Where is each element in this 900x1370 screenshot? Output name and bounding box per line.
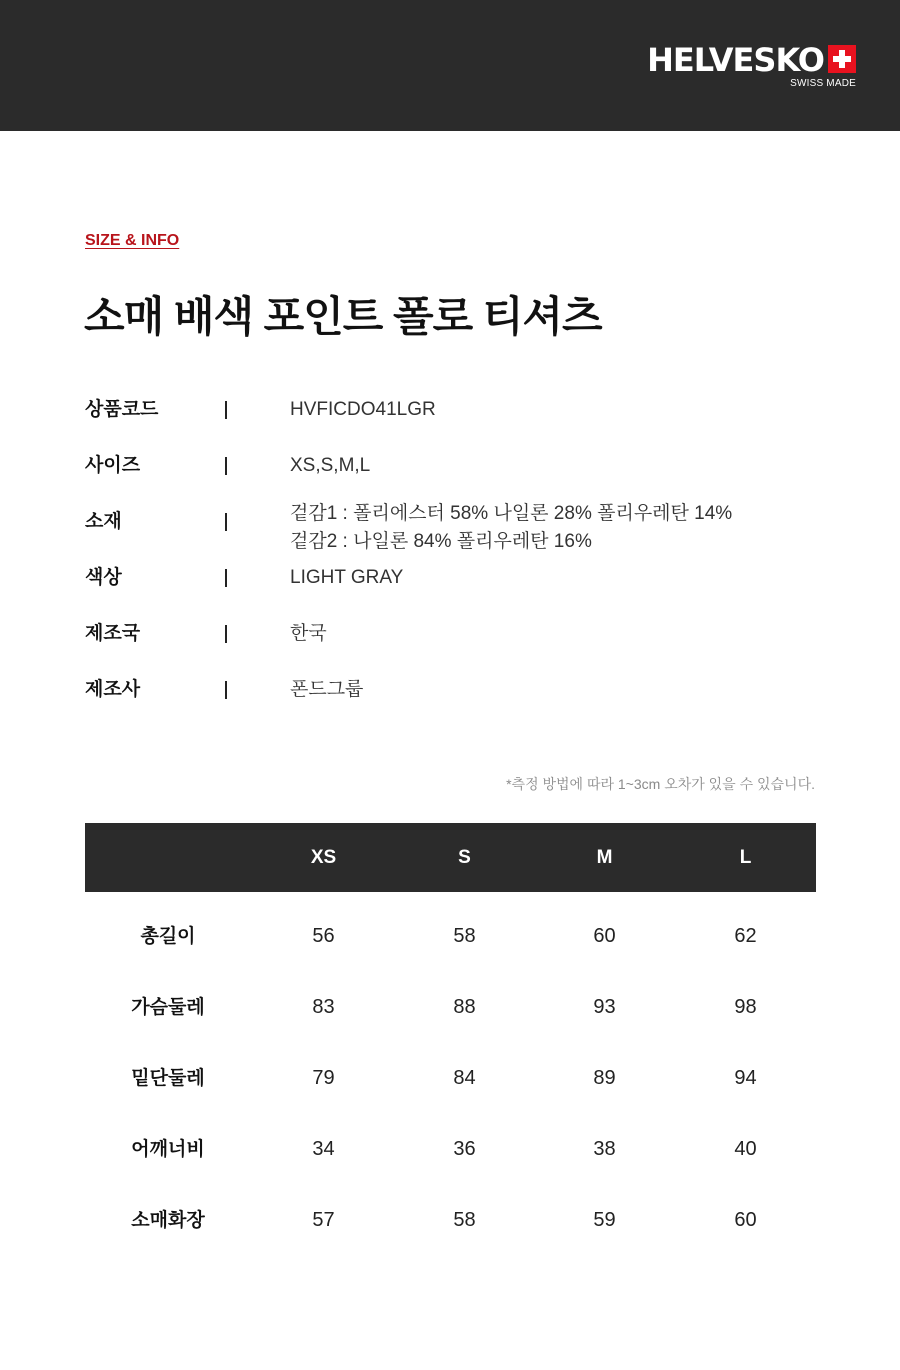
brand-logo[interactable] xyxy=(647,41,856,92)
measurement-note: *측정 방법에 따라 1~3cm 오차가 있을 수 있습니다. xyxy=(506,776,815,792)
brand-header xyxy=(0,0,900,131)
table-cell: 36 xyxy=(453,1138,476,1160)
size-header-xs: XS xyxy=(310,847,337,868)
table-cell: 59 xyxy=(593,1209,616,1231)
info-value: HVFICDO41LGR xyxy=(290,399,436,420)
size-table-header xyxy=(85,823,816,892)
table-cell: 60 xyxy=(734,1209,757,1231)
table-cell: 40 xyxy=(734,1138,757,1160)
info-label: 제조국 xyxy=(85,623,141,644)
table-cell: 57 xyxy=(312,1209,335,1231)
info-label: 제조사 xyxy=(85,679,141,700)
row-label: 소매화장 xyxy=(131,1210,205,1231)
table-cell: 56 xyxy=(312,925,335,947)
row-label: 가슴둘레 xyxy=(131,997,205,1018)
info-separator xyxy=(225,457,227,475)
info-separator xyxy=(225,513,227,531)
info-row-origin xyxy=(85,614,825,654)
product-title: 소매 배색 포인트 폴로 티셔츠 xyxy=(84,293,602,340)
info-value: LIGHT GRAY xyxy=(290,567,404,588)
info-separator xyxy=(225,681,227,699)
row-label: 어깨너비 xyxy=(131,1139,205,1160)
table-cell: 60 xyxy=(593,925,616,947)
table-cell: 94 xyxy=(734,1067,757,1089)
info-value: XS,S,M,L xyxy=(290,455,371,476)
info-value: 폰드그룹 xyxy=(290,679,364,700)
info-label: 상품코드 xyxy=(85,399,159,420)
info-separator xyxy=(225,569,227,587)
brand-logo-wordmark: HELVESKO xyxy=(647,41,824,79)
table-cell: 62 xyxy=(734,925,757,947)
table-cell: 88 xyxy=(453,996,476,1018)
material-line-1: 겉감1 : 폴리에스터 58% 나일론 28% 폴리우레탄 14% xyxy=(290,503,733,524)
table-row xyxy=(85,1114,816,1185)
row-label: 밑단둘레 xyxy=(131,1068,205,1089)
table-cell: 98 xyxy=(734,996,757,1018)
info-row-manufacturer xyxy=(85,670,825,710)
info-label: 소재 xyxy=(85,511,122,532)
table-row xyxy=(85,1185,816,1256)
table-row xyxy=(85,972,816,1043)
table-cell: 34 xyxy=(312,1138,335,1160)
info-label: 색상 xyxy=(85,567,122,588)
table-cell: 58 xyxy=(453,925,476,947)
table-cell: 84 xyxy=(453,1067,476,1089)
table-cell: 83 xyxy=(312,996,335,1018)
table-cell: 89 xyxy=(593,1067,616,1089)
brand-tagline: SWISS MADE xyxy=(790,78,856,89)
info-label: 사이즈 xyxy=(85,455,141,476)
table-cell: 79 xyxy=(312,1067,335,1089)
info-separator xyxy=(225,401,227,419)
table-cell: 93 xyxy=(593,996,616,1018)
table-row xyxy=(85,901,816,972)
table-cell: 38 xyxy=(593,1138,616,1160)
info-row-material xyxy=(85,502,825,552)
table-cell: 58 xyxy=(453,1209,476,1231)
size-header-s: S xyxy=(458,847,471,868)
size-header-m: M xyxy=(596,847,613,868)
info-row-color xyxy=(85,558,825,598)
info-value xyxy=(290,500,732,556)
info-value: 한국 xyxy=(290,623,327,644)
swiss-cross-icon xyxy=(828,45,856,73)
info-separator xyxy=(225,625,227,643)
info-row-size xyxy=(85,446,825,486)
material-line-2: 겉감2 : 나일론 84% 폴리우레탄 16% xyxy=(290,531,592,552)
info-row-product-code xyxy=(85,390,825,430)
size-header-l: L xyxy=(739,847,752,868)
section-tag: SIZE & INFO xyxy=(85,232,180,249)
table-row xyxy=(85,1043,816,1114)
row-label: 총길이 xyxy=(140,926,196,947)
